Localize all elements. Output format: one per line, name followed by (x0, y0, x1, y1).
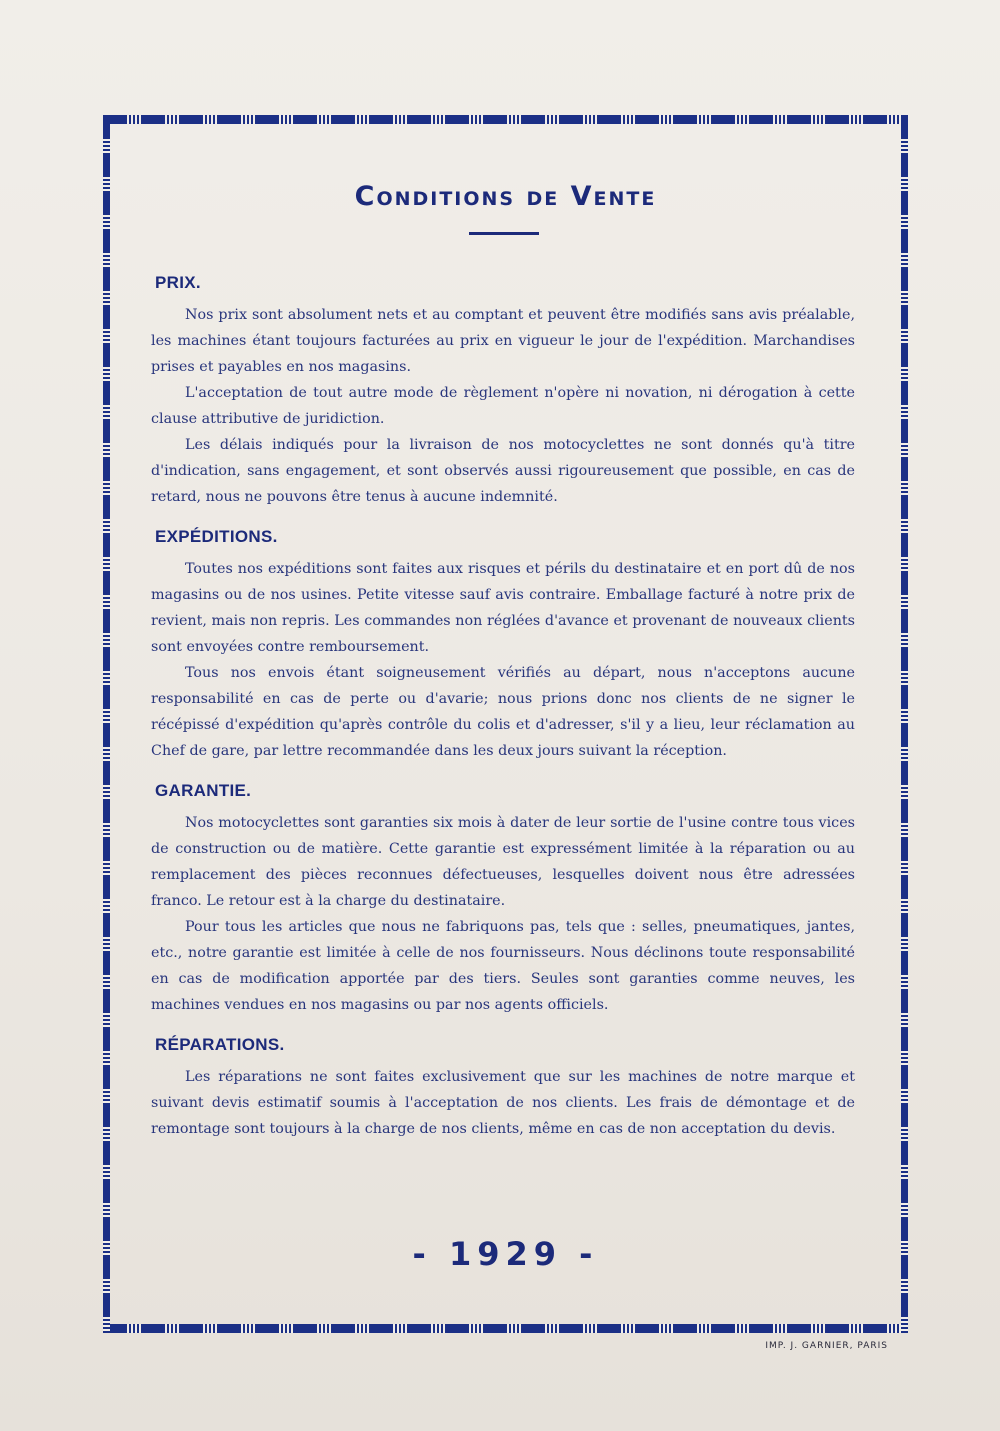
paragraph: Nos motocyclettes sont garanties six mois à dater de leur sortie de l'usine contre tous vices de construction ou de matière. Cette garantie est expressément limitée à la réparation ou au remplacement des pièces reconnues défectueuses, lesquelles doivent nous être adressées franco. Le retour est à la charge du destinataire. (151, 815, 855, 909)
section-reparations (151, 1032, 855, 1142)
page-title: Conditions de Vente (354, 181, 657, 212)
paragraph: Pour tous les articles que nous ne fabriquons pas, tels que : selles, pneumatiques, jantes, etc., notre garantie est limitée à celle de nos fournisseurs. Nous déclinons toute responsabilité en cas de modification apportée par des tiers. Seules sont garanties comme neuves, les machines vendues en nos magasins ou par nos agents officiels. (151, 919, 855, 1013)
border-left (103, 115, 110, 1333)
border-right (901, 115, 908, 1333)
paragraph: Nos prix sont absolument nets et au comptant et peuvent être modifiés sans avis préalable, les machines étant toujours facturées au prix en vigueur le jour de l'expédition. Marchandises prises et payables en nos magasins. (151, 307, 855, 375)
section-garantie (151, 778, 855, 1018)
year-label: - 1929 - (412, 1235, 599, 1273)
conditions-body (151, 270, 855, 1156)
paragraph: Les délais indiqués pour la livraison de nos motocyclettes ne sont donnés qu'à titre d'indication, sans engagement, et sont observés aussi rigoureusement que possible, en cas de retard, nous ne pouvons être tenus à aucune indemnité. (151, 437, 855, 505)
decorative-border-frame (103, 115, 908, 1333)
paragraph: Toutes nos expéditions sont faites aux risques et périls du destinataire et en port dû de nos magasins ou de nos usines. Petite vitesse sauf avis contraire. Emballage facturé à notre prix de revient, mais non repris. Les commandes non réglées d'avance et provenant de nouveaux clients sont envoyées contre remboursement. (151, 561, 855, 655)
section-expeditions (151, 524, 855, 764)
paragraph: Les réparations ne sont faites exclusivement que sur les machines de notre marque et suivant devis estimatif soumis à l'acceptation de nos clients. Les frais de démontage et de remontage sont toujours à la charge de nos clients, même en cas de non acceptation du devis. (151, 1069, 855, 1137)
section-heading: GARANTIE. (155, 781, 252, 800)
section-heading: RÉPARATIONS. (155, 1035, 285, 1054)
section-heading: PRIX. (155, 273, 201, 292)
title-underline (469, 232, 539, 235)
border-bottom (103, 1324, 908, 1333)
border-top (103, 115, 908, 124)
section-prix (151, 270, 855, 510)
paragraph: Tous nos envois étant soigneusement vérifiés au départ, nous n'acceptons aucune responsabilité en cas de perte ou d'avarie; nous prions donc nos clients de ne signer le récépissé d'expédition qu'après contrôle du colis et d'adresser, s'il y a lieu, leur réclamation au Chef de gare, par lettre recommandée dans les deux jours suivant la réception. (151, 665, 855, 759)
section-heading: EXPÉDITIONS. (155, 527, 278, 546)
paragraph: L'acceptation de tout autre mode de règlement n'opère ni novation, ni dérogation à cette clause attributive de juridiction. (151, 385, 855, 427)
printer-imprint: IMP. J. GARNIER, PARIS (765, 1341, 888, 1351)
